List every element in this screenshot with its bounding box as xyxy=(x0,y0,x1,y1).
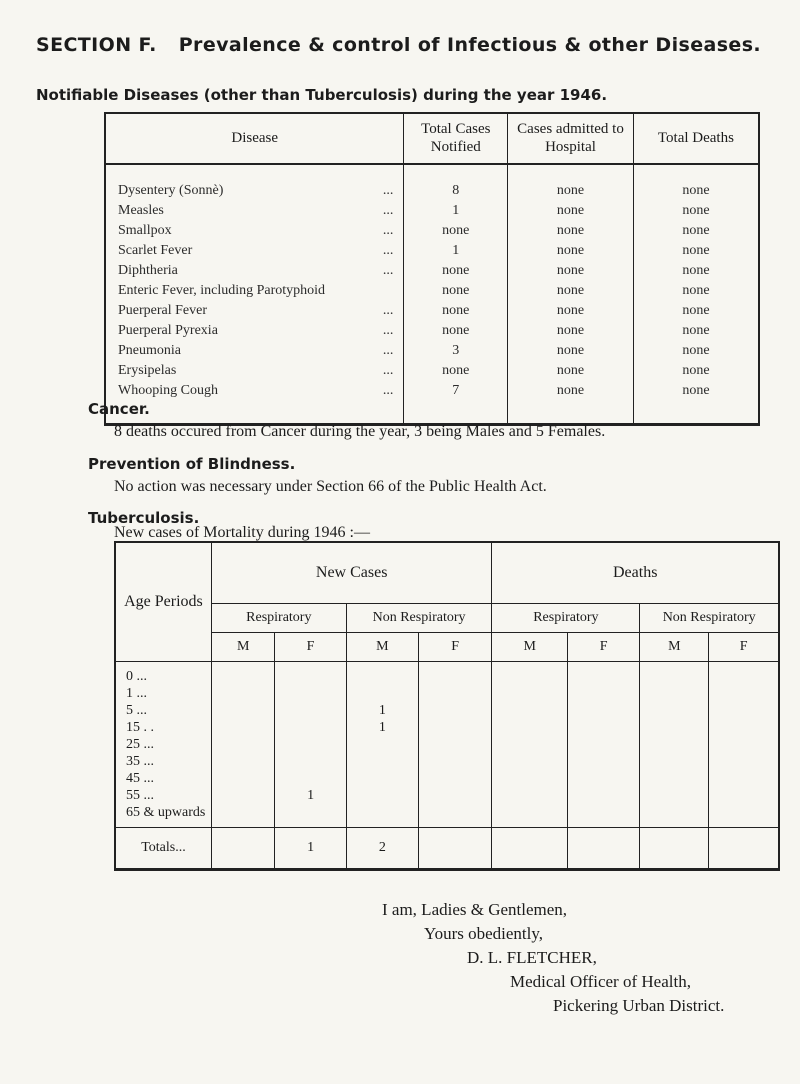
table-row xyxy=(105,281,759,301)
leader-dots: ... xyxy=(382,183,394,198)
tb-value xyxy=(419,736,491,753)
table-row xyxy=(105,201,759,221)
tb-value xyxy=(492,685,567,702)
tb-value xyxy=(640,668,708,685)
tb-value xyxy=(640,685,708,702)
cases-admitted-cell: none xyxy=(508,241,634,261)
tb-value xyxy=(568,668,639,685)
blindness-text: No action was necessary under Section 66 of the Public Health Act. xyxy=(114,478,547,495)
header-f: F xyxy=(419,633,492,662)
total-new-nonresp-f xyxy=(419,828,492,870)
leader-dots: ... xyxy=(382,303,394,318)
totals-row xyxy=(115,828,779,870)
tb-value xyxy=(709,685,778,702)
table-row xyxy=(105,241,759,261)
tb-value xyxy=(709,702,778,719)
total-new-nonresp-m: 2 xyxy=(346,828,418,870)
tb-value xyxy=(709,787,778,804)
header-new-cases-respiratory: Respiratory xyxy=(211,604,346,633)
tb-value xyxy=(419,719,491,736)
disease-name: Diphtheria xyxy=(118,263,178,278)
header-age-periods: Age Periods xyxy=(115,542,211,662)
disease-name: Puerperal Fever xyxy=(118,303,208,318)
tb-column-deaths-nonresp-f xyxy=(709,662,779,828)
cases-admitted-cell: none xyxy=(508,361,634,381)
tb-column-deaths-nonresp-m xyxy=(640,662,709,828)
total-deaths-cell: none xyxy=(633,321,759,341)
tb-value: 1 xyxy=(378,720,386,735)
tb-value xyxy=(492,736,567,753)
header-f: F xyxy=(275,633,346,662)
cases-admitted-cell: none xyxy=(508,281,634,301)
header-cases-admitted: Cases admitted to Hospital xyxy=(508,113,634,164)
tb-value xyxy=(275,753,345,770)
disease-name: Smallpox xyxy=(118,223,172,238)
tb-value xyxy=(492,770,567,787)
tb-column-new-resp-m xyxy=(211,662,275,828)
cases-notified-cell: none xyxy=(404,281,508,301)
signature-position: Medical Officer of Health, xyxy=(510,972,691,991)
tb-value xyxy=(347,770,418,787)
tb-value xyxy=(709,736,778,753)
tb-value xyxy=(419,770,491,787)
tb-value xyxy=(568,787,639,804)
total-deaths-cell: none xyxy=(633,341,759,361)
cases-admitted-cell: none xyxy=(508,321,634,341)
total-deaths-cell: none xyxy=(633,281,759,301)
signature-name: D. L. FLETCHER, xyxy=(467,948,597,967)
header-new-cases-non-respiratory: Non Respiratory xyxy=(346,604,492,633)
tb-value xyxy=(419,685,491,702)
total-deaths-cell: none xyxy=(633,361,759,381)
cases-admitted-cell: none xyxy=(508,221,634,241)
age-period: 15 . . xyxy=(126,720,154,735)
tb-value xyxy=(568,719,639,736)
age-period: 0 ... xyxy=(126,669,147,684)
tb-value xyxy=(640,736,708,753)
tb-value xyxy=(492,804,567,821)
tb-value xyxy=(419,702,491,719)
header-m: M xyxy=(492,633,568,662)
tb-value xyxy=(275,719,345,736)
tb-value xyxy=(419,753,491,770)
age-period: 1 ... xyxy=(126,686,147,701)
table-row xyxy=(105,164,759,201)
tb-value xyxy=(347,804,418,821)
total-deaths-resp-f xyxy=(568,828,640,870)
total-deaths-resp-m xyxy=(492,828,568,870)
tb-value xyxy=(568,736,639,753)
disease-name-cell xyxy=(105,241,404,261)
table-row xyxy=(105,301,759,321)
total-deaths-cell: none xyxy=(633,381,759,425)
cancer-title: Cancer. xyxy=(88,400,150,418)
age-period: 25 ... xyxy=(126,737,154,752)
leader-dots: ... xyxy=(382,223,394,238)
tb-value xyxy=(709,770,778,787)
cases-admitted-cell: none xyxy=(508,201,634,221)
signature-salutation: I am, Ladies & Gentlemen, xyxy=(382,900,568,919)
section-label: SECTION F. xyxy=(36,34,157,56)
tuberculosis-table xyxy=(114,541,780,871)
tb-value xyxy=(640,804,708,821)
cases-notified-cell: none xyxy=(404,221,508,241)
header-deaths-respiratory: Respiratory xyxy=(492,604,640,633)
tb-value xyxy=(347,685,418,702)
tb-value xyxy=(568,753,639,770)
total-deaths-nonresp-m xyxy=(640,828,709,870)
leader-dots: ... xyxy=(382,203,394,218)
tb-value xyxy=(212,719,275,736)
disease-rows xyxy=(105,164,759,425)
header-deaths-non-respiratory: Non Respiratory xyxy=(640,604,779,633)
blindness-title: Prevention of Blindness. xyxy=(88,455,296,473)
age-period: 45 ... xyxy=(126,771,154,786)
table-row xyxy=(105,341,759,361)
disease-name-cell xyxy=(105,301,404,321)
tuberculosis-title: Tuberculosis. xyxy=(88,509,200,527)
total-new-resp-m xyxy=(211,828,275,870)
disease-name: Pneumonia xyxy=(118,343,181,358)
disease-name: Erysipelas xyxy=(118,363,177,378)
header-total-deaths: Total Deaths xyxy=(633,113,759,164)
total-new-resp-f: 1 xyxy=(275,828,346,870)
age-period: 55 ... xyxy=(126,788,154,803)
disease-name: Scarlet Fever xyxy=(118,243,193,258)
header-f: F xyxy=(568,633,640,662)
disease-name: Whooping Cough xyxy=(118,383,218,398)
cases-notified-cell: 7 xyxy=(404,381,508,425)
header-deaths: Deaths xyxy=(492,542,779,604)
disease-name-cell xyxy=(105,321,404,341)
disease-name: Puerperal Pyrexia xyxy=(118,323,218,338)
tb-value xyxy=(640,787,708,804)
age-periods-column xyxy=(115,662,211,828)
header-m: M xyxy=(640,633,709,662)
tb-value xyxy=(640,753,708,770)
tb-value xyxy=(212,685,275,702)
total-deaths-cell: none xyxy=(633,261,759,281)
total-deaths-cell: none xyxy=(633,301,759,321)
cases-notified-cell: 3 xyxy=(404,341,508,361)
cases-notified-cell: none xyxy=(404,261,508,281)
cancer-text: 8 deaths occured from Cancer during the year, 3 being Males and 5 Females. xyxy=(114,423,606,440)
table-row xyxy=(105,321,759,341)
tb-column-deaths-resp-m xyxy=(492,662,568,828)
total-deaths-cell: none xyxy=(633,201,759,221)
tb-value xyxy=(640,702,708,719)
leader-dots: ... xyxy=(382,363,394,378)
tb-value xyxy=(212,753,275,770)
table-header-row xyxy=(105,113,759,164)
tb-column-new-resp-f xyxy=(275,662,346,828)
tb-value xyxy=(212,804,275,821)
tb-value xyxy=(419,787,491,804)
tb-column-new-nonresp-m xyxy=(346,662,418,828)
header-m: M xyxy=(346,633,418,662)
tb-value xyxy=(275,736,345,753)
section-heading xyxy=(36,34,761,56)
disease-name-cell xyxy=(105,201,404,221)
tb-value xyxy=(419,668,491,685)
tb-value xyxy=(568,770,639,787)
age-period: 65 & upwards xyxy=(126,805,206,820)
total-deaths-nonresp-f xyxy=(709,828,779,870)
totals-label: Totals... xyxy=(115,828,211,870)
tb-value xyxy=(709,668,778,685)
cases-notified-cell: none xyxy=(404,301,508,321)
header-total-cases: Total Cases Notified xyxy=(404,113,508,164)
disease-name-cell xyxy=(105,261,404,281)
disease-name-cell xyxy=(105,341,404,361)
signature-closing: Yours obediently, xyxy=(424,924,544,943)
tb-value xyxy=(275,668,345,685)
tb-value xyxy=(212,770,275,787)
tb-value xyxy=(275,685,345,702)
table-row xyxy=(105,381,759,425)
tb-value xyxy=(568,702,639,719)
signature-district: Pickering Urban District. xyxy=(553,996,725,1015)
tb-value xyxy=(275,770,345,787)
notifiable-diseases-table xyxy=(104,112,760,426)
tb-value xyxy=(709,804,778,821)
tb-value xyxy=(347,668,418,685)
tb-value xyxy=(568,685,639,702)
cases-admitted-cell: none xyxy=(508,381,634,425)
disease-name: Dysentery (Sonnè) xyxy=(118,183,224,198)
cases-notified-cell: none xyxy=(404,321,508,341)
cases-notified-cell: 1 xyxy=(404,241,508,261)
tb-value xyxy=(492,787,567,804)
table-row xyxy=(105,361,759,381)
tb-column-deaths-resp-f xyxy=(568,662,640,828)
cases-notified-cell: 8 xyxy=(404,164,508,201)
leader-dots: ... xyxy=(382,323,394,338)
cases-admitted-cell: none xyxy=(508,301,634,321)
header-f: F xyxy=(709,633,779,662)
header-m: M xyxy=(211,633,275,662)
leader-dots: ... xyxy=(382,343,394,358)
tb-value: 1 xyxy=(378,703,386,718)
cases-notified-cell: 1 xyxy=(404,201,508,221)
tb-value xyxy=(347,753,418,770)
cases-admitted-cell: none xyxy=(508,261,634,281)
total-deaths-cell: none xyxy=(633,221,759,241)
disease-name: Enteric Fever, including Parotyphoid xyxy=(118,283,326,298)
leader-dots: ... xyxy=(382,263,394,278)
header-new-cases: New Cases xyxy=(211,542,491,604)
total-deaths-cell: none xyxy=(633,164,759,201)
tb-value xyxy=(640,719,708,736)
table-row xyxy=(105,261,759,281)
tb-value xyxy=(492,702,567,719)
tb-value xyxy=(275,804,345,821)
age-period: 35 ... xyxy=(126,754,154,769)
tb-value xyxy=(492,668,567,685)
disease-name-cell xyxy=(105,164,404,201)
tb-value xyxy=(568,804,639,821)
notifiable-subtitle: Notifiable Diseases (other than Tuberculosis) during the year 1946. xyxy=(36,86,608,104)
tb-value xyxy=(492,753,567,770)
disease-name-cell xyxy=(105,361,404,381)
tb-value xyxy=(492,719,567,736)
tuberculosis-intro: New cases of Mortality during 1946 :— xyxy=(114,524,370,541)
tb-value xyxy=(709,753,778,770)
age-period: 5 ... xyxy=(126,703,147,718)
disease-name-cell xyxy=(105,281,404,301)
leader-dots: ... xyxy=(382,383,394,398)
total-deaths-cell: none xyxy=(633,241,759,261)
tb-value xyxy=(212,736,275,753)
disease-name-cell xyxy=(105,221,404,241)
tb-value xyxy=(640,770,708,787)
table-row xyxy=(105,221,759,241)
tb-value xyxy=(709,719,778,736)
cases-admitted-cell: none xyxy=(508,164,634,201)
tb-value xyxy=(212,702,275,719)
tb-column-new-nonresp-f xyxy=(419,662,492,828)
tb-value: 1 xyxy=(307,788,315,803)
tb-value xyxy=(275,702,345,719)
cases-notified-cell: none xyxy=(404,361,508,381)
cases-admitted-cell: none xyxy=(508,341,634,361)
leader-dots: ... xyxy=(382,243,394,258)
tb-value xyxy=(212,787,275,804)
header-disease: Disease xyxy=(105,113,404,164)
section-title: Prevalence & control of Infectious & other Diseases. xyxy=(178,34,762,56)
tb-value xyxy=(347,787,418,804)
tb-value xyxy=(212,668,275,685)
disease-name: Measles xyxy=(118,203,164,218)
tb-value xyxy=(347,736,418,753)
tb-value xyxy=(419,804,491,821)
tb-data-block xyxy=(115,662,779,828)
